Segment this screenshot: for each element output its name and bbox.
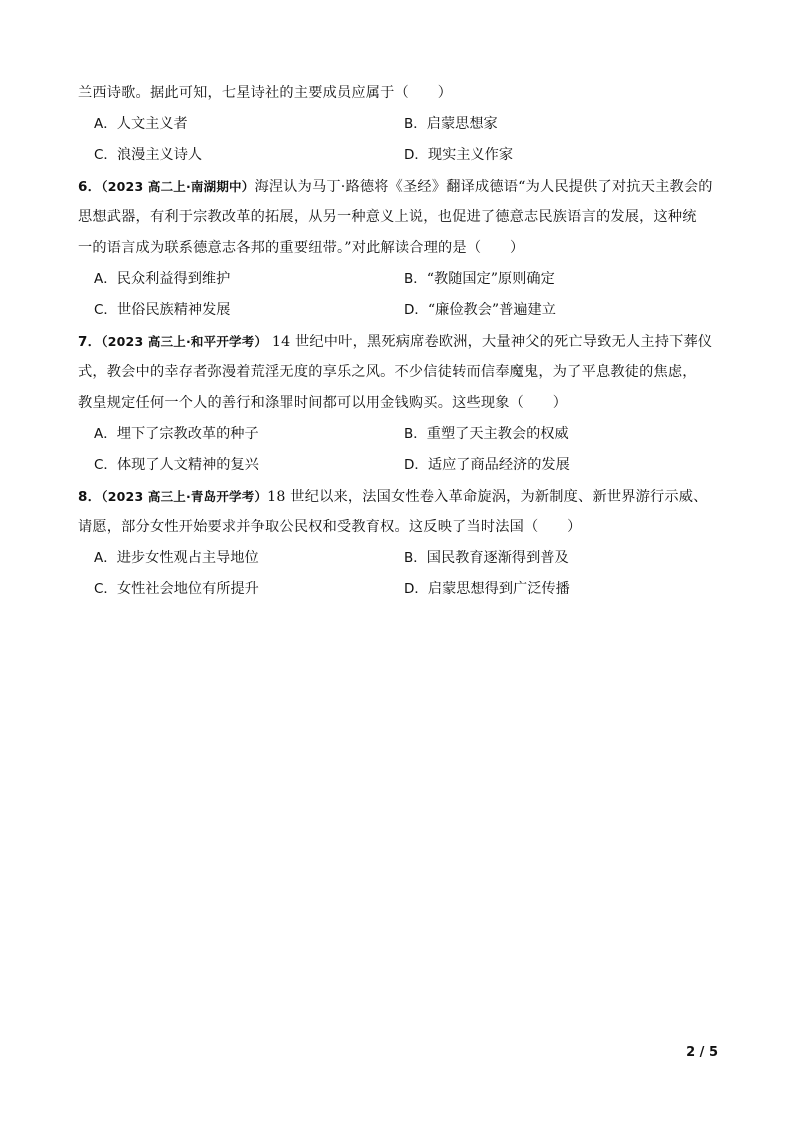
question-6-option-b: B．“教随国定”原则确定	[404, 271, 555, 287]
question-6-options-row-2	[78, 295, 720, 326]
question-7-line-1: 7．（2023 高三上·和平开学考） 14 世纪中叶，黑死病席卷欧洲，大量神父的死亡导致无人主持下葬仪	[78, 334, 713, 350]
question-5-option-b: B．启蒙思想家	[404, 116, 498, 132]
question-6-line-3: 一的语言成为联系德意志各邦的重要纽带。”对此解读合理的是（ ）	[78, 240, 525, 256]
question-7-line-2: 式，教会中的幸存者弥漫着荒淫无度的享乐之风。不少信徒转而信奉魔鬼，为了平息教徒的焦虑，	[78, 364, 697, 380]
question-8-source: （2023 高三上·青岛开学考）	[101, 489, 268, 504]
question-5-option-d: D．现实主义作家	[404, 147, 514, 163]
question-7-option-c: C．体现了人文精神的复兴	[94, 457, 259, 473]
question-6-line-1: 6．（2023 高二上·南湖期中）海涅认为马丁·路德将《圣经》翻译成德语“为人民提供了对抗天主教会的	[78, 179, 713, 195]
question-8-options-row-2	[78, 574, 720, 605]
question-8-line-1: 8．（2023 高三上·青岛开学考）18 世纪以来，法国女性卷入革命旋涡，为新制度、新世界游行示威、	[78, 489, 708, 505]
question-7-option-d: D．适应了商品经济的发展	[404, 457, 570, 473]
question-5-options-row-1	[78, 109, 720, 140]
question-8-option-d: D．启蒙思想得到广泛传播	[404, 581, 570, 597]
question-7-option-a: A．埋下了宗教改革的种子	[94, 426, 259, 442]
question-7-line-3: 教皇规定任何一个人的善行和涤罪时间都可以用金钱购买。这些现象（ ）	[78, 395, 568, 411]
question-5-stem-tail: 兰西诗歌。据此可知，七星诗社的主要成员应属于（ ）	[78, 85, 453, 101]
question-7-option-b: B．重塑了天主教会的权威	[404, 426, 569, 442]
question-6-option-a: A．民众利益得到维护	[94, 271, 231, 287]
question-8-option-a: A．进步女性观占主导地位	[94, 550, 259, 566]
question-8-options-row-1	[78, 543, 720, 574]
question-8-number: 8．	[78, 489, 102, 505]
question-6-option-d: D．“廉俭教会”普遍建立	[404, 302, 556, 318]
question-6-source: （2023 高二上·南湖期中）	[101, 179, 255, 194]
question-7-options-row-2	[78, 450, 720, 481]
page-content	[78, 78, 720, 605]
question-6-options-row-1	[78, 264, 720, 295]
question-8-option-b: B．国民教育逐渐得到普及	[404, 550, 569, 566]
question-7-source: （2023 高三上·和平开学考）	[101, 334, 268, 349]
question-6-line-2: 思想武器，有利于宗教改革的拓展，从另一种意义上说，也促进了德意志民族语言的发展，这种统	[78, 209, 697, 225]
question-5-option-c: C．浪漫主义诗人	[94, 147, 203, 163]
question-6-option-c: C．世俗民族精神发展	[94, 302, 231, 318]
question-5-option-a: A．人文主义者	[94, 116, 188, 132]
question-5-options-row-2	[78, 140, 720, 171]
page-number: 2 / 5	[686, 1045, 718, 1060]
question-8-option-c: C．女性社会地位有所提升	[94, 581, 259, 597]
question-8-line-2: 请愿，部分女性开始要求并争取公民权和受教育权。这反映了当时法国（ ）	[78, 519, 582, 535]
question-7-options-row-1	[78, 419, 720, 450]
question-7-number: 7．	[78, 334, 102, 350]
question-6-number: 6．	[78, 179, 102, 195]
